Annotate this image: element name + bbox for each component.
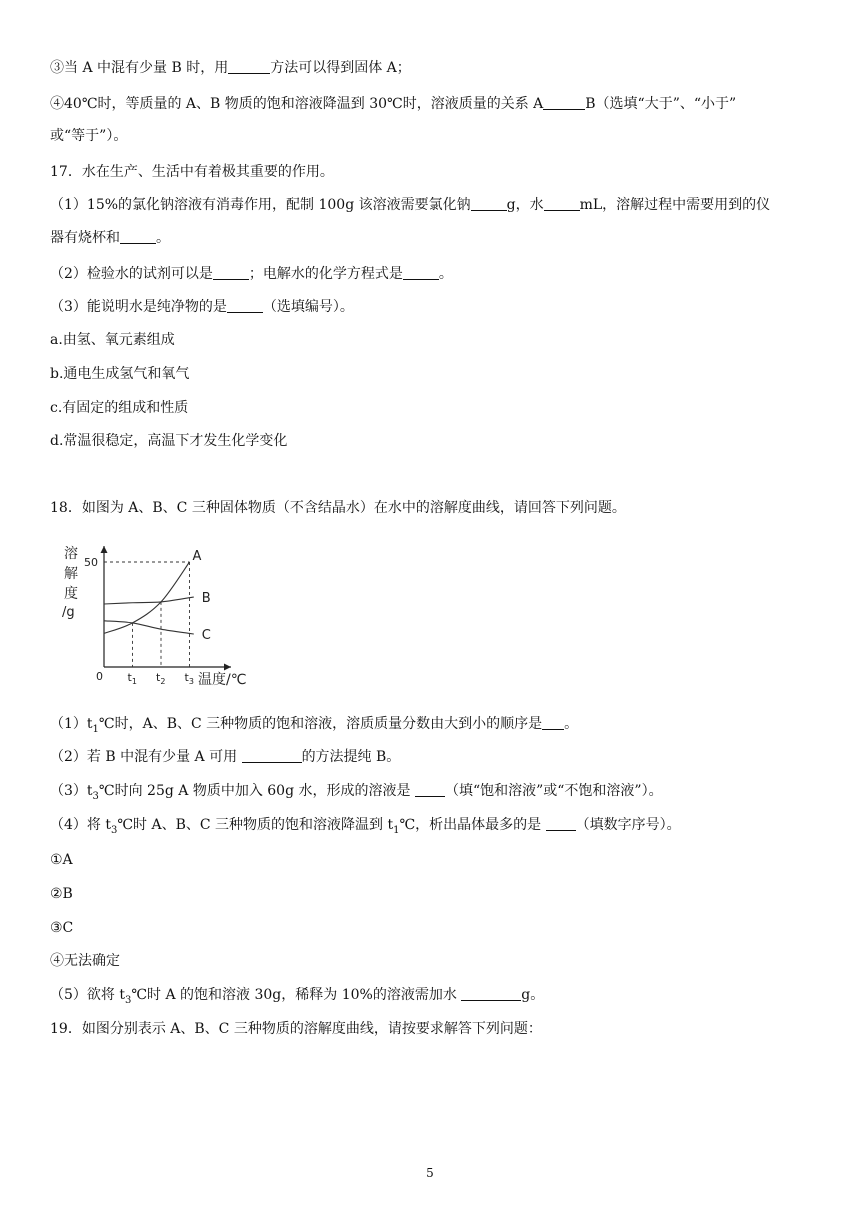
curve-label-b: B (201, 591, 211, 607)
curve-b (104, 597, 194, 604)
q17-option-b: b.通电生成氢气和氧气 (50, 366, 190, 382)
q18-part1: $(1)t_1℃$时，A、B、C 三种物质的饱和溶液，溶质质量分数由大到小的顺序是 。 (50, 716, 579, 735)
answer-blank[interactable] (546, 816, 576, 831)
y-label-char-3: 度 (64, 586, 78, 602)
q17-part1: （1）15%的氯化钠溶液有消毒作用，配制 100g 该溶液需要氯化钠 g，水 mL，溶解过程中需要用到的仪 (50, 197, 771, 213)
y-tick-label-50: 50 (84, 556, 98, 569)
q17-option-a: a.由氢、氧元素组成 (50, 332, 175, 348)
y-label-char-1: 溶 (64, 546, 78, 562)
q18-option-3: ③C (50, 920, 74, 936)
answer-blank[interactable] (227, 298, 263, 313)
q18-part4: （4）将 $t_3℃$时 A、B、C 三种物质的饱和溶液降温到 $t_1℃$，析出晶体最多的是 （填数字序号）。 (50, 817, 681, 836)
x-axis-label: 温度/℃ (198, 672, 247, 688)
q16-part4-cont: 或“等于”）。 (50, 128, 128, 144)
solubility-chart (56, 538, 256, 688)
q17-part2: （2）检验水的试剂可以是 ；电解水的化学方程式是 。 (50, 266, 453, 282)
q18-option-1: ①A (50, 852, 73, 868)
curve-a (104, 562, 190, 633)
answer-blank[interactable] (461, 986, 521, 1001)
x-tick-label-t1: $t_1$ (127, 671, 137, 686)
curve-c (104, 621, 194, 634)
x-tick-label-t3: $t_3$ (184, 671, 194, 686)
q18-part5: （5）欲将 $t_3℃$时 A 的饱和溶液 30g，稀释为 10%的溶液需加水 g。 (50, 987, 545, 1006)
answer-blank[interactable] (471, 196, 507, 211)
answer-blank[interactable] (242, 748, 302, 763)
answer-blank[interactable] (403, 265, 439, 280)
answer-blank[interactable] (544, 196, 580, 211)
answer-blank[interactable] (120, 229, 156, 244)
origin-label: 0 (96, 670, 103, 683)
curve-label-a: A (192, 549, 202, 564)
q18-part3: $(3)t_3℃$时向 25g A 物质中加入 60g 水，形成的溶液是 （填“饱和溶液”或“不饱和溶液”）。 (50, 783, 663, 802)
q18-part2: （2）若 B 中混有少量 A 可用 的方法提纯 B。 (50, 749, 401, 765)
answer-blank[interactable] (542, 715, 564, 730)
q19-stem: 19．如图分别表示 A、B、C 三种物质的溶解度曲线，请按要求解答下列问题： (50, 1021, 542, 1037)
q17-stem: 17．水在生产、生活中有着极其重要的作用。 (50, 164, 334, 180)
y-label-char-2: 解 (64, 566, 78, 582)
q18-stem: 18．如图为 A、B、C 三种固体物质（不含结晶水）在水中的溶解度曲线，请回答下列问题。 (50, 500, 626, 516)
answer-blank[interactable] (415, 782, 445, 797)
curve-label-c: C (201, 628, 211, 644)
q18-option-4: ④无法确定 (50, 953, 120, 969)
q18-option-2: ②B (50, 886, 73, 902)
q17-part1-cont: 器有烧杯和 。 (50, 230, 170, 246)
answer-blank[interactable] (228, 59, 270, 74)
q17-option-c: c.有固定的组成和性质 (50, 400, 189, 416)
q16-part3: ③当 A 中混有少量 B 时，用 方法可以得到固体 A； (50, 60, 411, 76)
x-tick-label-t2: $t_2$ (156, 671, 166, 686)
y-label-char-4: /g (62, 605, 75, 620)
page-number: 5 (426, 1166, 434, 1180)
q16-part4: ④40℃时，等质量的 A、B 物质的饱和溶液降温到 30℃时，溶液质量的关系 A B（选填“大于”、“小于” (50, 96, 737, 112)
q17-part3: （3）能说明水是纯净物的是 （选填编号）。 (50, 299, 354, 315)
answer-blank[interactable] (213, 265, 249, 280)
answer-blank[interactable] (543, 95, 585, 110)
q17-option-d: d.常温很稳定，高温下才发生化学变化 (50, 433, 288, 449)
